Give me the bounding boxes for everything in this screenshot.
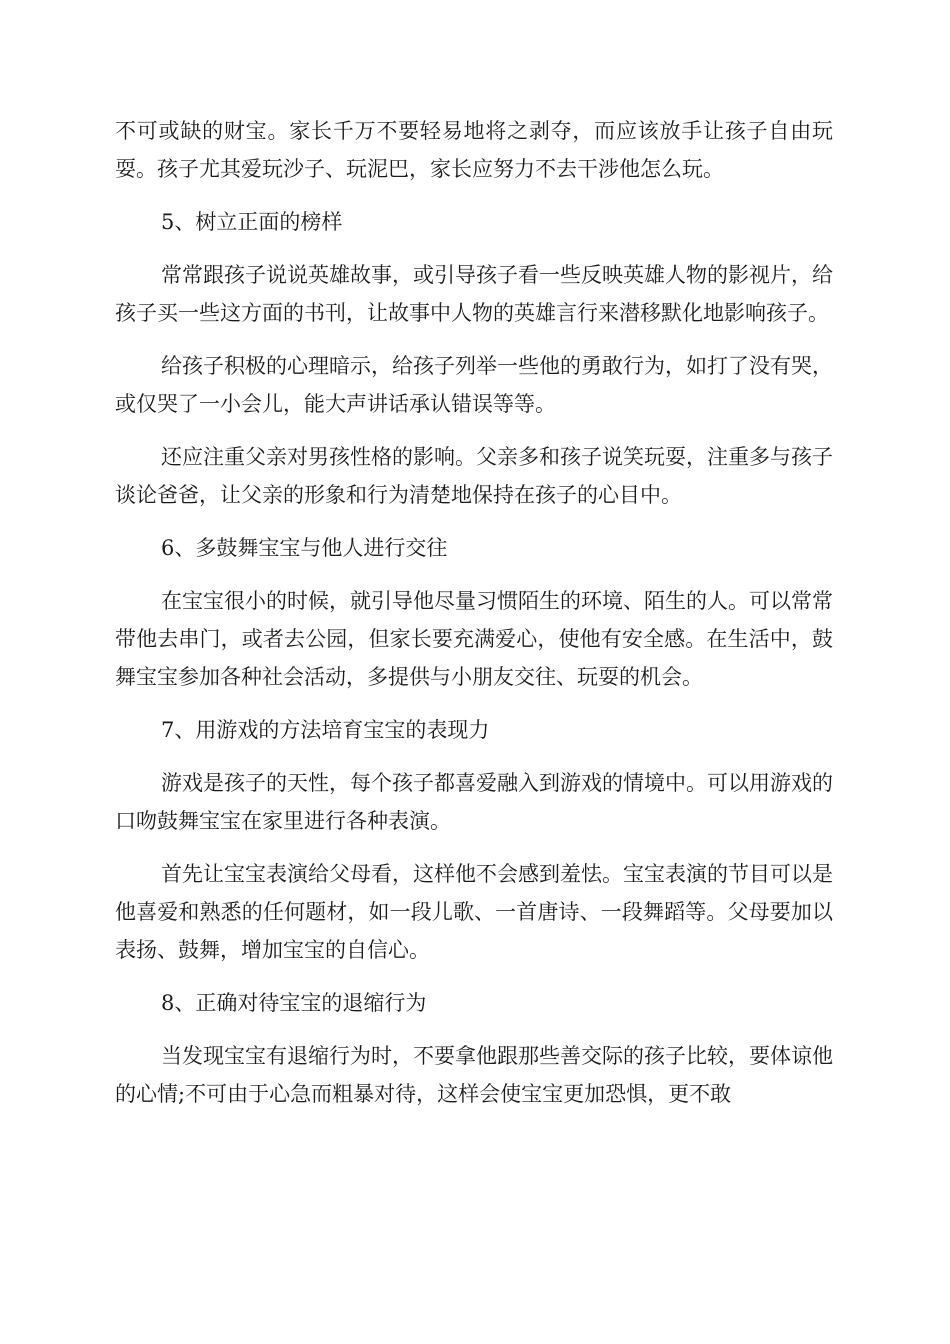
paragraph-positive-suggestion: 给孩子积极的心理暗示，给孩子列举一些他的勇敢行为，如打了没有哭，或仅哭了一小会儿，能大声讲话承认错误等等。 — [115, 354, 833, 416]
paragraph-toy-freedom: 不可或缺的财宝。家长千万不要轻易地将之剥夺，而应该放手让孩子自由玩耍。孩子尤其爱玩沙子、玩泥巴，家长应努力不去干涉他怎么玩。 — [115, 119, 833, 181]
paragraph-father-influence: 还应注重父亲对男孩性格的影响。父亲多和孩子说笑玩耍，注重多与孩子谈论爸爸，让父亲的形象和行为清楚地保持在孩子的心目中。 — [115, 445, 833, 507]
section-heading-6: 6、多鼓舞宝宝与他人进行交往 — [161, 536, 448, 560]
section-heading-8: 8、正确对待宝宝的退缩行为 — [161, 991, 427, 1015]
paragraph-withdrawal-behavior: 当发现宝宝有退缩行为时，不要拿他跟那些善交际的孩子比较，要体谅他的心情;不可由于心急而粗暴对待，这样会使宝宝更加恐惧，更不敢 — [115, 1044, 833, 1106]
paragraph-social-interaction: 在宝宝很小的时候，就引导他尽量习惯陌生的环境、陌生的人。可以常常带他去串门，或者去公园，但家长要充满爱心，使他有安全感。在生活中，鼓舞宝宝参加各种社会活动，多提供与小朋友交往、玩耍的机会。 — [115, 589, 833, 689]
paragraph-hero-stories: 常常跟孩子说说英雄故事，或引导孩子看一些反映英雄人物的影视片，给孩子买一些这方面的书刊，让故事中人物的英雄言行来潜移默化地影响孩子。 — [115, 263, 833, 325]
section-heading-5: 5、树立正面的榜样 — [161, 210, 343, 234]
document-page — [115, 112, 833, 1113]
paragraph-performance: 首先让宝宝表演给父母看，这样他不会感到羞怯。宝宝表演的节目可以是他喜爱和熟悉的任何题材，如一段儿歌、一首唐诗、一段舞蹈等。父母要加以表扬、鼓舞，增加宝宝的自信心。 — [115, 862, 833, 962]
section-heading-7: 7、用游戏的方法培育宝宝的表现力 — [161, 718, 490, 742]
paragraph-game-nature: 游戏是孩子的天性，每个孩子都喜爱融入到游戏的情境中。可以用游戏的口吻鼓舞宝宝在家里进行各种表演。 — [115, 771, 833, 833]
